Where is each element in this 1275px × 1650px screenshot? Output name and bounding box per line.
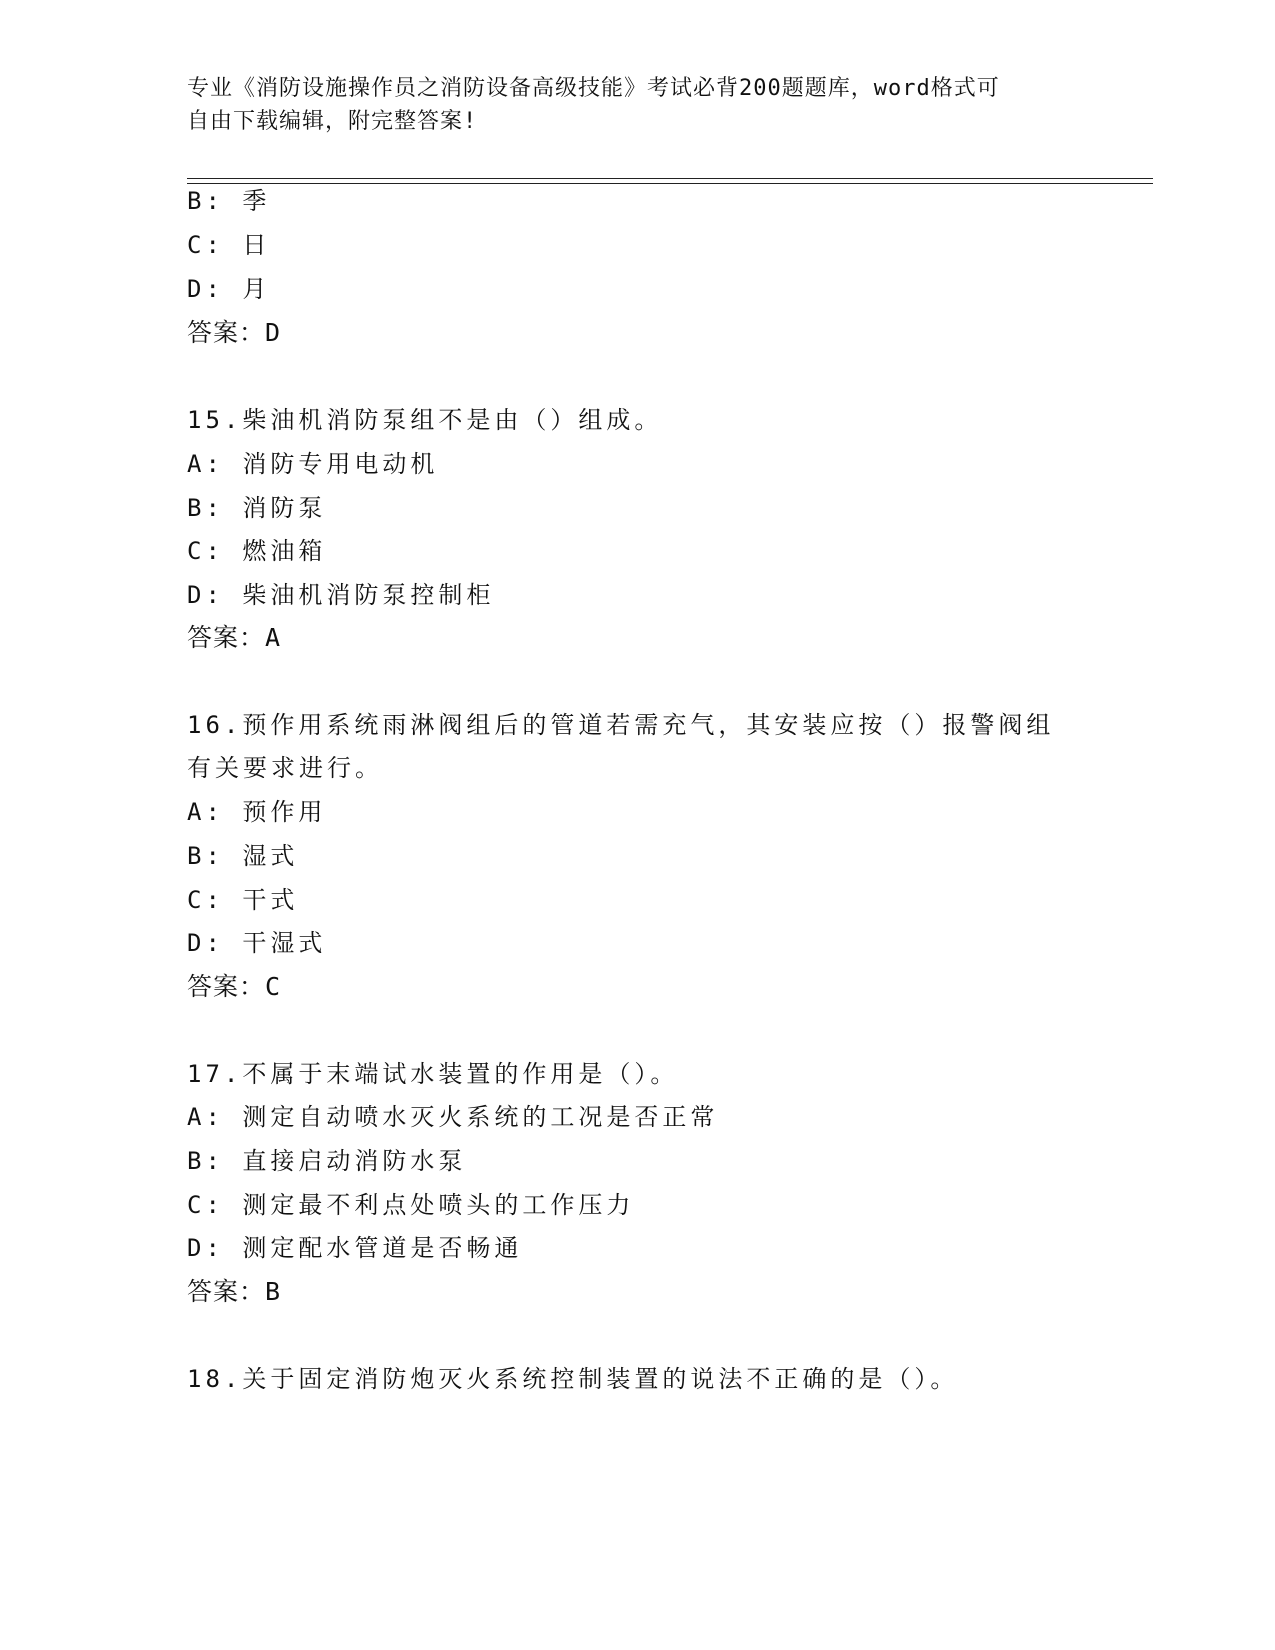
answer: 答案：A bbox=[187, 623, 282, 652]
question-stem: 18.关于固定消防炮灭火系统控制装置的说法不正确的是（）。 bbox=[187, 1365, 959, 1393]
question-stem-continued: 有关要求进行。 bbox=[187, 754, 383, 782]
option-c: C: 干式 bbox=[187, 886, 299, 914]
document-header bbox=[187, 72, 1087, 138]
option-d: D: 柴油机消防泵控制柜 bbox=[187, 581, 495, 609]
option-c: C: 日 bbox=[187, 231, 271, 259]
header-divider-top bbox=[187, 178, 1153, 179]
option-d: D: 干湿式 bbox=[187, 929, 327, 957]
option-c: C: 测定最不利点处喷头的工作压力 bbox=[187, 1191, 635, 1219]
question-stem: 16.预作用系统雨淋阀组后的管道若需充气，其安装应按（）报警阀组 bbox=[187, 711, 1055, 739]
answer: 答案：D bbox=[187, 318, 282, 347]
question-stem: 17.不属于末端试水装置的作用是（）。 bbox=[187, 1060, 679, 1088]
answer: 答案：B bbox=[187, 1277, 282, 1306]
header-divider-bottom bbox=[187, 183, 1153, 184]
option-b: B: 直接启动消防水泵 bbox=[187, 1147, 467, 1175]
option-a: A: 预作用 bbox=[187, 798, 327, 826]
option-d: D: 测定配水管道是否畅通 bbox=[187, 1234, 523, 1262]
header-line-2: 自由下载编辑，附完整答案! bbox=[187, 109, 478, 134]
question-stem: 15.柴油机消防泵组不是由（）组成。 bbox=[187, 406, 663, 434]
option-a: A: 测定自动喷水灭火系统的工况是否正常 bbox=[187, 1103, 719, 1131]
option-b: B: 湿式 bbox=[187, 842, 299, 870]
header-line-1: 专业《消防设施操作员之消防设备高级技能》考试必背200题题库，word格式可 bbox=[187, 76, 1000, 101]
option-b: B: 消防泵 bbox=[187, 494, 327, 522]
option-c: C: 燃油箱 bbox=[187, 537, 327, 565]
option-a: A: 消防专用电动机 bbox=[187, 450, 439, 478]
answer: 答案：C bbox=[187, 972, 282, 1001]
option-b: B: 季 bbox=[187, 187, 271, 215]
option-d: D: 月 bbox=[187, 275, 271, 303]
